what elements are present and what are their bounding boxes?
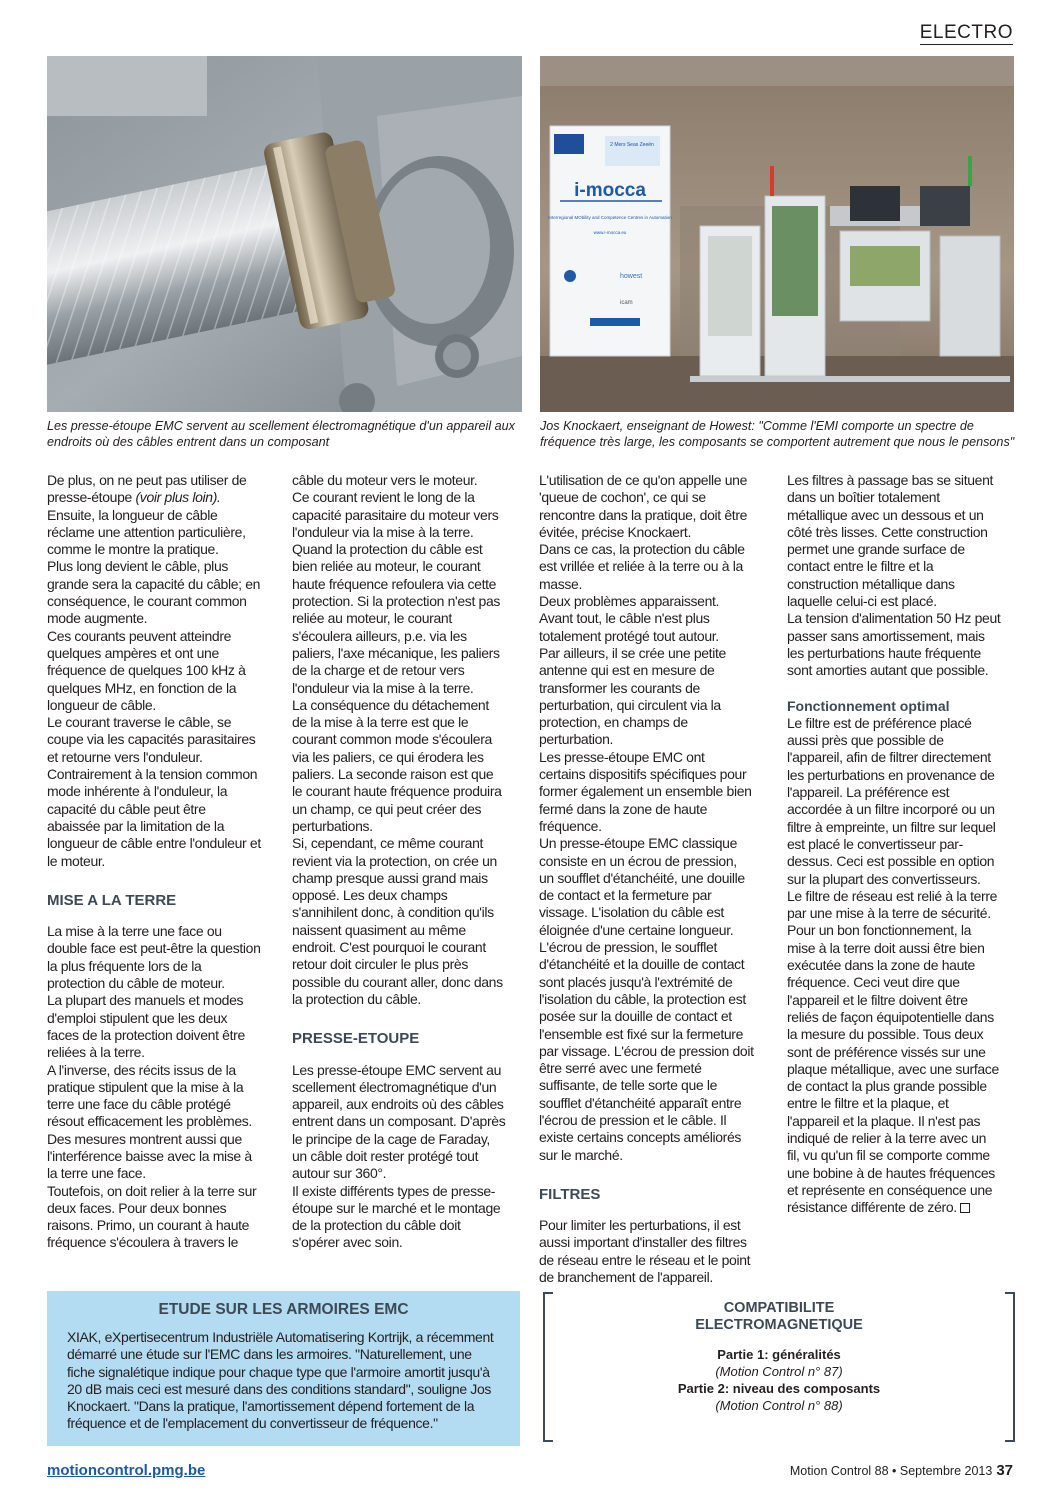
heading-mise-a-la-terre: MISE A LA TERRE bbox=[47, 891, 177, 909]
paragraph: Pour limiter les perturbations, il est aussi important d'installer des filtres de réseau entre le réseau et le point de branchement de l'appareil. bbox=[539, 1217, 751, 1286]
paragraph: L'écrou de pression, le soufflet d'étanchéité et la douille de contact sont placés jusqu'à l'extrémité de l'isolation du câble, la protection est posée sur la douille de contact et l'ensemble est fixé sur la fermeture par vissage. L'écrou de pression doit être serré avec une fermeté suffisante, de telle sorte que le soufflet d'étanchéité apparaît entre l'écrou de pression et le câble. Il existe certains concepts améliorés sur le marché. bbox=[539, 939, 754, 1163]
paragraph: Un presse-étoupe EMC classique consiste en un écrou de pression, un soufflet d'étanchéité, une douille de contact et la fermeture par vissage. L'isolation du câble est éloignée d'une certaine longueur. bbox=[539, 835, 745, 938]
paragraph: Les presse-étoupe EMC servent au scellement électromagnétique d'un appareil, aux endroits où des câbles entrent dans un composant. D'après le principe de la cage de Faraday, un câble doit rester protégé tout autour sur 360°. bbox=[292, 1061, 506, 1182]
paragraph bbox=[787, 922, 1002, 1216]
cross-reference: (voir plus loin). bbox=[135, 489, 221, 506]
paragraph: A l'inverse, des récits issus de la pratique stipulent que la mise à la terre une face du câble protégé résout efficacement les problèmes. bbox=[47, 1061, 252, 1130]
series-part-2-ref: (Motion Control n° 88) bbox=[715, 1398, 843, 1413]
paragraph: Les presse-étoupe EMC ont certains dispositifs spécifiques pour former également un ensemble bien fermé dans la zone de haute fréquence. bbox=[539, 748, 752, 834]
sidebar-box-study bbox=[47, 1291, 520, 1446]
series-title-line-2: ELECTROMAGNETIQUE bbox=[695, 1317, 863, 1333]
box-title: ETUDE SUR LES ARMOIRES EMC bbox=[158, 1301, 409, 1318]
caption-left: Les presse-étoupe EMC servent au scellement électromagnétique d'un appareil aux endroits où des câbles entrent dans un composant bbox=[47, 419, 515, 449]
photo-cable-gland bbox=[47, 56, 522, 412]
banner-logo-howest: howest bbox=[620, 273, 643, 280]
section-tag: ELECTRO bbox=[919, 22, 1013, 43]
paragraph: Si, cependant, ce même courant revient via la protection, on crée un champ presque aussi grand mais opposé. Les deux champs s'annihilent donc, à condition qu'ils naissent quasiment au même endroit. C'est pourquoi le courant retour doit circuler le plus près possible du courant aller, donc dans la protection du câble. bbox=[292, 835, 503, 1007]
paragraph: La plupart des manuels et modes d'emploi stipulent que les deux faces de la protection doivent être reliées à la terre. bbox=[47, 992, 245, 1061]
series-part-1: Partie 1: généralités bbox=[717, 1347, 841, 1362]
paragraph: Des mesures montrent aussi que l'interférence baisse avec la mise à la terre une face. bbox=[47, 1130, 252, 1182]
article-column-2 bbox=[292, 472, 507, 1252]
series-part-2: Partie 2: niveau des composants bbox=[677, 1381, 881, 1396]
footer-issue bbox=[790, 1462, 1013, 1479]
paragraph: Ce courant revient le long de la capacité parasitaire du moteur vers l'onduleur via la mise à la terre. bbox=[292, 489, 499, 540]
photo-lab-room bbox=[540, 56, 1014, 412]
paragraph: Le courant traverse le câble, se coupe via les capacités parasitaires et retourne vers l'onduleur. bbox=[47, 714, 256, 765]
paragraph: La tension d'alimentation 50 Hz peut passer sans amortissement, mais les perturbations haute fréquente sont amorties autant que possible. bbox=[787, 610, 1001, 679]
paragraph: L'utilisation de ce qu'on appelle une 'queue de cochon', ce qui se rencontre dans la pratique, doit être évitée, précise Knockaert. bbox=[539, 472, 748, 540]
article-column-3 bbox=[539, 472, 754, 1286]
cable-gland-illustration bbox=[47, 56, 522, 412]
paragraph: Quand la protection du câble est bien reliée au moteur, le courant haute fréquence refoulera via cette protection. Si la protection n'est pas reliée au moteur, le courant s'écoulera ailleurs, p.e. via les paliers, l'axe mécanique, les paliers de la charge et de retour vers l'onduleur via la mise à la terre. bbox=[292, 541, 501, 696]
paragraph-text: Pour un bon fonctionnement, la mise à la terre doit aussi être bien exécutée dans la zone de haute fréquence. Ceci veut dire que l'appareil et le filtre doivent être reliés de façon équipotentielle dans la mesure du possible. Tous deux sont de préférence vissés sur une plaque métallique, avec une surface de contact la plus grande possible entre le filtre et la plaque, et l'appareil et la plaque. Il n'est pas indiqué de relier à la terre avec un fil, vu qu'un fil se comporte comme une bobine à de hautes fréquences et représente en conséquence une résistance différente de zéro. bbox=[787, 922, 999, 1216]
series-part-1-ref: (Motion Control n° 87) bbox=[715, 1364, 843, 1379]
paragraph: Par ailleurs, il se crée une petite antenne qui est en mesure de transformer les courants de perturbation, qui circulent via la protection, en champs de perturbation. bbox=[539, 644, 726, 748]
footer-site-link[interactable]: motioncontrol.pmg.be bbox=[47, 1462, 206, 1479]
article-column-4 bbox=[787, 472, 1002, 1216]
paragraph: Le filtre est de préférence placé aussi près que possible de l'appareil, afin de filtrer directement les perturbations en provenance de l'appareil. La préférence est accordée à un filtre incorporé ou un filtre à empreinte, un filtre sur lequel est placé le convertisseur par-dessus. Ceci est possible en option sur la plupart des convertisseurs. bbox=[787, 714, 996, 887]
paragraph bbox=[47, 472, 262, 507]
paragraph: Contrairement à la tension common mode inhérente à l'onduleur, la capacité du câble peut être abaissée par la limitation de la longueur de câble entre l'onduleur et le moteur. bbox=[47, 766, 261, 869]
paragraph: Toutefois, on doit relier à la terre sur deux faces. Pour deux bonnes raisons. Primo, un courant à haute fréquence s'écoulera à travers le bbox=[47, 1182, 257, 1251]
paragraph: Il existe différents types de presse-étoupe sur le marché et le montage de la protection du câble doit s'opérer avec soin. bbox=[292, 1182, 501, 1251]
banner-url: www.i-mocca.eu bbox=[593, 230, 627, 235]
end-mark-icon bbox=[960, 1203, 970, 1213]
heading-filtres: FILTRES bbox=[539, 1185, 601, 1203]
banner-tagline: Interregional MObility and Competence Centres in Automation bbox=[548, 215, 672, 220]
footer-issue-text: Motion Control 88 • Septembre 2013 bbox=[789, 1464, 993, 1478]
caption-right: Jos Knockaert, enseignant de Howest: "Comme l'EMI comporte un spectre de fréquence très large, les composants se comportent autrement que nous le pensons" bbox=[540, 419, 1015, 449]
page-number: 37 bbox=[996, 1462, 1013, 1479]
heading-presse-etoupe: PRESSE-ETOUPE bbox=[292, 1030, 420, 1048]
paragraph: Ces courants peuvent atteindre quelques ampères et ont une fréquence de quelques 100 kHz à quelques MHz, en fonction de la longueur de câble. bbox=[47, 627, 246, 713]
series-box-content bbox=[543, 1300, 1015, 1414]
banner-seal: 2 Mers Seas Zeeën bbox=[610, 142, 654, 148]
paragraph: Ensuite, la longueur de câble réclame une attention particulière, comme le montre la pratique. bbox=[47, 506, 246, 558]
paragraph: câble du moteur vers le moteur. bbox=[292, 472, 478, 488]
paragraph: La conséquence du détachement de la mise à la terre est que le courant common mode s'écoulera via les paliers, ce qui érodera les paliers. La seconde raison est que le courant haute fréquence produira un champ, ce qui peut créer des perturbations. bbox=[292, 696, 502, 834]
box-text: XIAK, eXpertisecentrum Industriële Automatisering Kortrijk, a récemment démarré une étude sur l'EMC dans les armoires. "Naturellement, une fiche signalétique indique pour chaque type que l'armoire amortit jusqu'à 20 dB mais ceci est mesuré dans des conditions standard", souligne Jos Knockaert. "Dans la pratique, l'amortissement dépend fortement de la fréquence et de l'emplacement du convertisseur de fréquence." bbox=[67, 1329, 494, 1432]
paragraph: Les filtres à passage bas se situent dans un boîtier totalement métallique avec un dessous et un côté très lisses. Cette construction permet une grande surface de contact entre le filtre et la construction métallique dans laquelle celui-ci est placé. bbox=[787, 472, 994, 610]
series-title-line-1: COMPATIBILITE bbox=[723, 1300, 835, 1316]
lab-room-illustration bbox=[540, 56, 1014, 412]
banner-logo-icam: icam bbox=[620, 300, 633, 306]
paragraph: Le filtre de réseau est relié à la terre par une mise à la terre de sécurité. bbox=[787, 887, 998, 922]
heading-fonctionnement-optimal: Fonctionnement optimal bbox=[787, 697, 950, 714]
paragraph: Dans ce cas, la protection du câble est vrillée et reliée à la terre ou à la masse. bbox=[539, 541, 745, 592]
banner-brand: i-mocca bbox=[574, 180, 646, 201]
paragraph: Deux problèmes apparaissent. Avant tout, le câble n'est plus totalement protégé tout autour. bbox=[539, 593, 720, 644]
paragraph-text: De plus, on ne peut pas utiliser de presse-étoupe bbox=[47, 472, 247, 506]
article-column-1 bbox=[47, 472, 262, 1252]
paragraph: Plus long devient le câble, plus grande sera la capacité du câble; en conséquence, le courant common mode augmente. bbox=[47, 558, 261, 627]
paragraph: La mise à la terre une face ou double face est peut-être la question la plus fréquente lors de la protection du câble de moteur. bbox=[47, 923, 261, 992]
series-box bbox=[543, 1292, 1015, 1442]
